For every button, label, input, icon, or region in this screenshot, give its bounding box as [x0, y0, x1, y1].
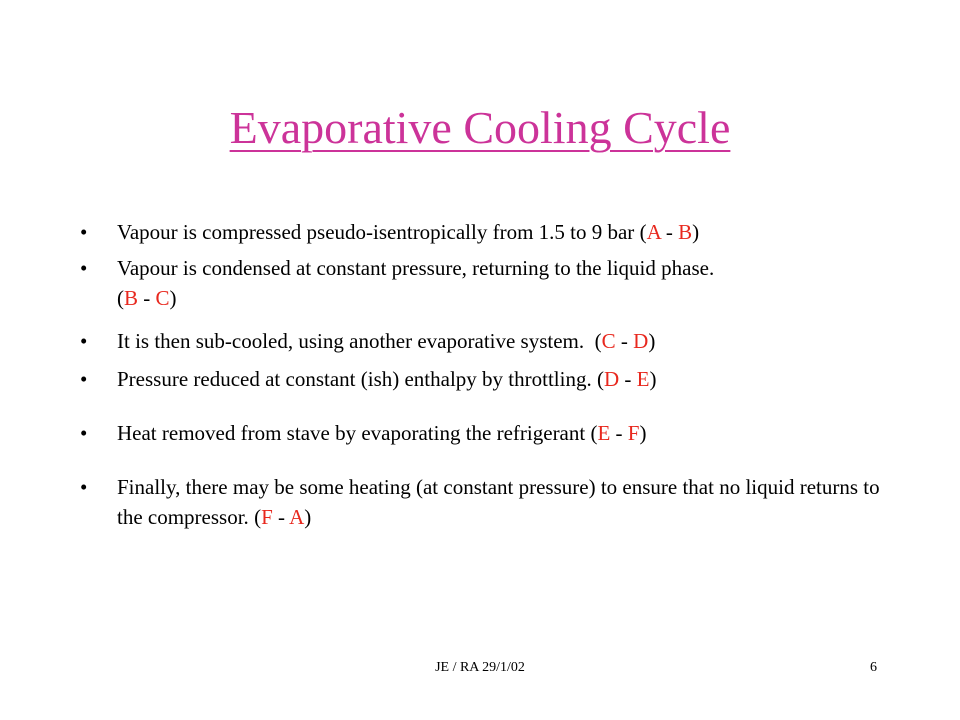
range-separator: - — [272, 505, 290, 529]
bullet-item — [80, 253, 900, 313]
state-from: C — [601, 329, 616, 353]
state-to: F — [627, 421, 640, 445]
state-from: E — [597, 421, 611, 445]
range-separator: - — [610, 421, 628, 445]
range-separator: - — [660, 220, 679, 244]
close-paren: ) — [169, 286, 177, 310]
state-from: D — [603, 367, 620, 391]
bullet-text — [117, 364, 900, 394]
footer-author-date: JE / RA 29/1/02 — [435, 660, 525, 675]
close-paren: ) — [648, 329, 656, 353]
range-separator: - — [615, 329, 634, 353]
bullet-icon: • — [80, 220, 88, 244]
bullet-body: Vapour is compressed pseudo-isentropically from 1.5 to 9 bar — [117, 220, 640, 244]
close-paren: ) — [304, 505, 312, 529]
bullet-body: Pressure reduced at constant (ish) enthalpy by throttling. — [117, 367, 597, 391]
state-to: A — [289, 505, 305, 529]
bullet-text — [117, 418, 900, 448]
state-to: E — [636, 367, 650, 391]
state-to: B — [678, 220, 693, 244]
bullet-item — [80, 326, 900, 356]
bullet-icon: • — [80, 421, 88, 445]
slide-title: Evaporative Cooling Cycle — [229, 102, 731, 153]
state-from: F — [261, 505, 273, 529]
open-paren: ( — [639, 220, 647, 244]
open-paren: ( — [590, 421, 598, 445]
bullet-text — [117, 253, 900, 313]
bullet-text — [117, 217, 900, 247]
close-paren: ) — [692, 220, 700, 244]
range-separator: - — [138, 286, 156, 310]
state-from: A — [646, 220, 661, 244]
state-to: D — [633, 329, 649, 353]
bullet-text — [117, 472, 900, 532]
bullet-body: Heat removed from stave by evaporating the refrigerant — [117, 421, 591, 445]
bullet-text — [117, 326, 900, 356]
bullet-icon: • — [80, 329, 88, 353]
bullet-item — [80, 217, 900, 247]
state-from: B — [124, 286, 139, 310]
state-to: C — [155, 286, 170, 310]
bullet-body: It is then sub-cooled, using another evaporative system. — [117, 329, 595, 353]
range-separator: - — [619, 367, 637, 391]
bullet-icon: • — [80, 367, 88, 391]
bullet-item — [80, 472, 900, 532]
open-paren: ( — [594, 329, 602, 353]
open-paren: ( — [596, 367, 604, 391]
bullet-icon: • — [80, 256, 88, 280]
open-paren: ( — [254, 505, 262, 529]
bullet-icon: • — [80, 475, 88, 499]
open-paren: ( — [117, 286, 124, 310]
bullet-body: Finally, there may be some heating (at constant pressure) to ensure that no liquid returns to the compressor. — [117, 475, 880, 529]
close-paren: ) — [639, 421, 647, 445]
page-number: 6 — [870, 660, 877, 675]
bullet-item — [80, 418, 900, 448]
bullet-body: Vapour is condensed at constant pressure, returning to the liquid phase. — [117, 256, 715, 280]
close-paren: ) — [649, 367, 657, 391]
bullet-item — [80, 364, 900, 394]
